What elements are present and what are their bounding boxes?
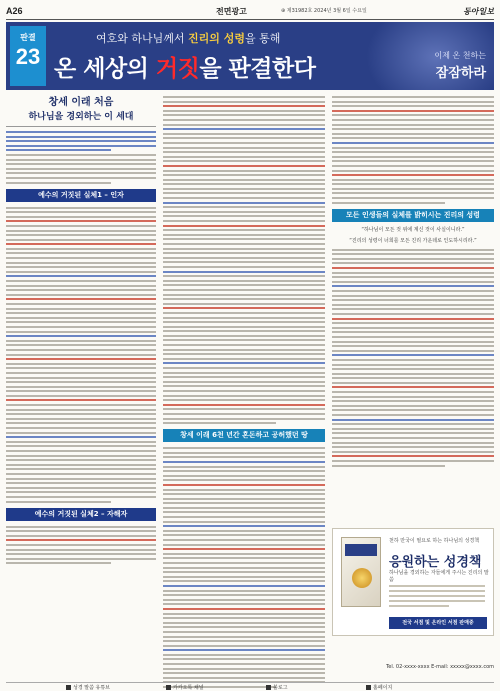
section-name: 전면광고 bbox=[216, 7, 247, 16]
quote-line-2: “진리의 성령이 너희를 모든 진리 가운데로 인도하시리라.” bbox=[349, 237, 477, 244]
footer-link-youtube[interactable]: 성경 말씀 유튜브 bbox=[66, 684, 110, 691]
book-purchase-note: 전국 서점 및 온라인 서점 판매중 bbox=[389, 617, 487, 629]
book-tagline: 천하 만국이 필요로 하는 하나님의 성경책 bbox=[389, 538, 480, 544]
body-text-block bbox=[163, 96, 325, 424]
book-subtitle: 하나님을 경외하는 자들에게 주시는 진리의 말씀 bbox=[389, 570, 489, 583]
body-text-block bbox=[6, 526, 156, 565]
book-advertisement bbox=[332, 528, 494, 636]
badge-label: 판결 bbox=[20, 33, 36, 42]
page-number: A26 bbox=[6, 6, 23, 16]
badge-number: 23 bbox=[15, 44, 41, 69]
section-bar-2: 예수의 거짓된 실체2 – 자해자 bbox=[6, 508, 156, 521]
body-text-block bbox=[6, 131, 156, 184]
banner-headline: 온 세상의 거짓을 판결한다 bbox=[54, 56, 316, 82]
column-3 bbox=[332, 96, 494, 680]
banner-subtitle: 여호와 하나님께서 진리의 성령을 통해 bbox=[96, 32, 281, 45]
section-bar-1: 예수의 거짓된 실체1 – 인자 bbox=[6, 189, 156, 202]
banner-quote-big: 잠잠하라 bbox=[435, 66, 486, 81]
section-bar-3: 창세 이래 6천 년간 혼돈하고 공허했던 땅 bbox=[163, 429, 325, 442]
footer-link-kakao[interactable]: 카카오톡 채널 bbox=[166, 684, 204, 691]
book-cover-image bbox=[341, 537, 381, 607]
qr-code-icon bbox=[266, 685, 271, 690]
contact-info: Tel. 02-xxxx-xxxx E-mail: xxxxx@xxxx.com bbox=[386, 664, 494, 670]
body-text-block bbox=[163, 447, 325, 688]
column-2 bbox=[163, 96, 325, 680]
page-header bbox=[6, 6, 494, 20]
body-text-block bbox=[332, 249, 494, 467]
headline-banner bbox=[6, 22, 494, 90]
column-1-subtitle: 하나님을 경외하는 이 세대 bbox=[28, 112, 134, 122]
page-footer bbox=[6, 682, 494, 690]
divider bbox=[6, 126, 156, 127]
footer-link-homepage[interactable]: 홈페이지 bbox=[366, 684, 392, 691]
ruling-badge bbox=[10, 26, 46, 86]
book-title: 응원하는 성경책 bbox=[389, 555, 482, 570]
banner-quote-small: 이제 온 천하는 bbox=[434, 51, 486, 60]
newspaper-logo: 동아일보 bbox=[463, 6, 494, 16]
qr-code-icon bbox=[366, 685, 371, 690]
column-1 bbox=[6, 96, 156, 680]
footer-link-blog[interactable]: 블로그 bbox=[266, 684, 288, 691]
column-1-title: 창세 이래 처음 bbox=[48, 97, 114, 108]
body-text-block bbox=[332, 96, 494, 204]
qr-code-icon bbox=[66, 685, 71, 690]
quote-line-1: “하나님이 모든 것 위에 계신 것이 사실이니라.” bbox=[361, 226, 465, 233]
issue-date: ⊕ 제31982호 2024년 3월 6일 수요일 bbox=[281, 8, 367, 14]
qr-code-icon bbox=[166, 685, 171, 690]
section-bar-4: 모든 인생들의 실체를 밝히시는 진리의 성령 bbox=[332, 209, 494, 222]
body-text-block bbox=[6, 207, 156, 503]
